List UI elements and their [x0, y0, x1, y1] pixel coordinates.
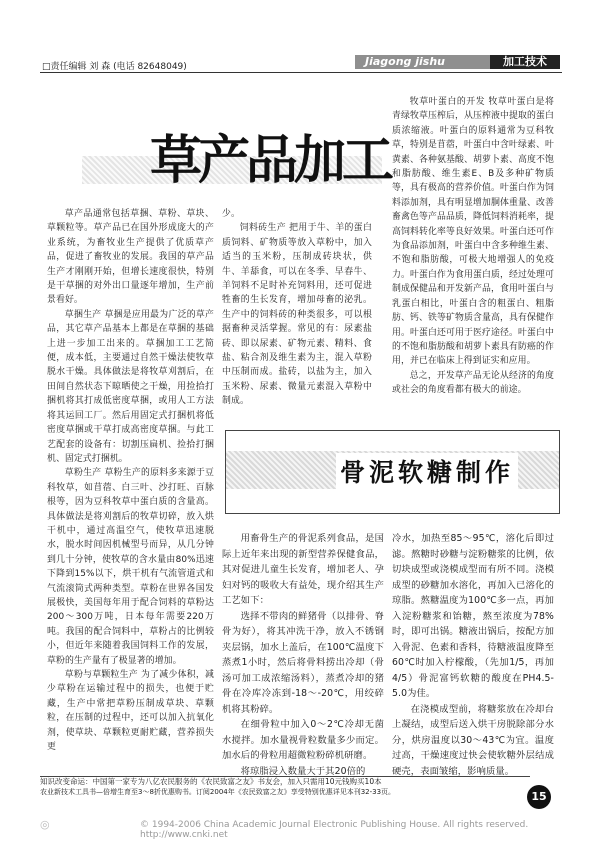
copyright-line: © 1994-2006 China Academic Journal Electronic Publishing House. All rights reserved. http://www.cnki.net: [140, 820, 529, 840]
header-section: [355, 55, 560, 69]
column-3: [392, 95, 554, 398]
paragraph: 少。: [222, 209, 240, 219]
paragraph: 选择不带肉的鲜猪骨（以排骨、脊骨为好），将其冲洗干净，放入不锈钢夹层锅，加水上盖后，在100℃温度下蒸煮1小时，然后将骨料捞出冷却（骨汤可加工成浓缩汤料），蒸煮冷却的猪骨在冷库冷冻到-18～-20℃，用绞碎机将其粉碎。: [222, 610, 384, 715]
footer-line-2: 农业新技术工具书—倍增生育至3～8折优惠购书。订阅2004年《农民致富之友》享受特别优惠详见本刊32-33页。: [40, 788, 396, 796]
second-article-heading-frame: [225, 430, 560, 514]
second-article-title: 骨泥软糖制作: [336, 453, 518, 489]
paragraph: 用畜骨生产的骨泥系列食品，是国际上近年来出现的新型营养保健食品，其对促进儿童生长发育，增加老人、孕妇对钙的吸收大有益处，现介绍其生产工艺如下：: [222, 533, 384, 606]
paragraph: 在浇模成型前，将糖浆放在冷却台上凝结，成型后送入烘干房脱除部分水分，烘房温度以30～43℃为宜。温度过高，干燥速度过快会使软糖外层结成硬壳，表面皱缩，影响质量。: [392, 703, 554, 777]
header-italic-label: Jiagong jishu: [365, 55, 446, 68]
header-rule: [40, 72, 562, 73]
paragraph: 在细骨粒中加入0～2℃冷却无菌水搅拌。加水量视骨粒数量多少而定。加水后的骨粒用超微粒粉碎机研磨。: [222, 719, 384, 761]
paragraph: 冷水，加热至85～95℃，溶化后即过滤。熬糖时砂糖与淀粉糖浆的比例，依切块成型或浇模成型而有所不同。浇模成型的砂糖加水溶化，再加入已溶化的琼脂。熬糖温度为100℃多一点，再加入淀粉糖浆和饴糖，熬至浓度为78%时，即可出锅。糖液出锅后，按配方加入骨泥、色素和香料，待糖液温度降至60℃时加入柠檬酸，（先加1/5，再加4/5）骨泥富钙软糖的酸度在PH4.5-5.0为佳。: [392, 533, 554, 699]
footer-line-1: 知识改变命运：中国第一家专为八亿农民服务的《农民致富之友》书友会，加入只需用10元钱购买10本: [40, 777, 382, 786]
paragraph: 饲料砖生产 把用于牛、羊的蛋白质饲料、矿物质等放入草粉中，加入适当的玉米粉，压制成砖块状，供牛、羊舔食，可以在冬季、早春牛、羊饲料不足时补充饲料用，还可促进牲畜的生长发育，增加母畜的泌乳。生产中的饲料砖的种类很多，可以根据畜种灵活掌握。常见的有：尿素盐砖、即以尿素、矿物元素、精料、食盐、粘合剂及维生素为主，混入草粉中压制而成。盐砖，以盐为主，加入玉米粉、尿素、微量元素混入草粉中制成。: [222, 223, 372, 407]
paragraph: 牧草叶蛋白的开发 牧草叶蛋白是将青绿牧草压榨后，从压榨液中提取的蛋白质浓缩液。叶蛋白的原料通常为豆科牧草，特别是苜蓿，叶蛋白中含叶绿素、叶黄素、各种氨基酸、胡萝卜素、高度不饱和脂肪酸、维生素E、B及多种矿物质等，具有极高的营养价值。叶蛋白作为饲料添加剂，具有明显增加胴体重量、改善畜禽色等产品品质，降低饲料消耗率，提高饲料转化率等良好效果。叶蛋白还可作为食品添加剂，叶蛋白中含多种维生素、不饱和脂肪酸，可极大地增强人的免疫力。叶蛋白作为食用蛋白质，经过处理可制成保健品和开发新产品，食用叶蛋白与乳蛋白相比，叶蛋白含的粗蛋白、粗脂肪、钙、铁等矿物质含量高，具有保健作用。叶蛋白还可用于医疗途径。叶蛋白中的不饱和脂肪酸和胡萝卜素具有防癌的作用，并已在临床上得到证实和应用。: [392, 97, 554, 367]
page-number: 15: [527, 785, 551, 809]
paragraph: 草粉与草颗粒生产 为了减少体积，减少草粉在运输过程中的损失，也便于贮藏，生产中常把草粉压制成草块、草颗粒，在压制的过程中，还可以加入抗氧化剂，使草块、草颗粒更耐贮藏，营养损失更: [47, 670, 214, 753]
paragraph: 将琼脂浸入数量大于其20倍的: [240, 765, 366, 777]
footer-notice: [40, 776, 530, 805]
column-4: [222, 531, 384, 779]
column-2: [222, 207, 372, 409]
paragraph: 草粉生产 草粉生产的原料多来源于豆科牧草，如苜蓿、白三叶、沙打旺、百脉根等，因为豆科牧草中蛋白质的含量高。具体做法是将刈割后的牧草切碎，放入烘干机中，通过高温空气，使牧草迅速脱水，脱水时间因机械型号而异，从几分钟到几十分钟，使牧草的含水量由80%迅速下降到15%以下，烘干机有气流管道式和气流滚筒式两种类型。草粉在世界各国发展极快，美国每年用于配合饲料的草粉达200～300万吨，日本每年需要220万吨。我国的配合饲料中，草粉占的比例较小，但近年来随着我国饲料工作的发展，草粉的生产量有了极显著的增加。: [47, 468, 214, 666]
column-1: [47, 207, 214, 754]
column-5: [392, 531, 554, 779]
paragraph: 草捆生产 草捆是应用最为广泛的草产品，其它草产品基本上都是在草捆的基础上进一步加工出来的。草捆加工工艺简便，成本低，主要通过自然干燥法使牧草脱水干燥。具体做法是将牧草刈割后，在田间自然状态下晾晒使之干燥，用捡拾打捆机将其打成低密度草捆，或用人工方法将其运回工厂。然后用固定式打捆机将低密度草捆或干草打成高密度草捆。与此工艺配套的设备有：切割压扁机、捡拾打捆机、固定式打捆机。: [47, 309, 214, 464]
header-editor: □责任编辑 刘 森 (电话 82648049): [42, 62, 187, 72]
paragraph: 草产品通常包括草捆、草粉、草块、草颗粒等。草产品已在国外形成庞大的产业系统，为畜牧业生产提供了优质草产品，促进了畜牧业的发展。我国的草产品生产才刚刚开始，但增长速度很快，特别是干草捆的对外出口量逐年增加，生产前景看好。: [47, 209, 214, 306]
publisher-logo-icon: ◎: [40, 818, 50, 831]
header-section-label: 加工技术: [490, 55, 560, 69]
article-title-block: [82, 108, 412, 193]
paragraph: 总之，开发草产品无论从经济的角度或社会的角度看都有极大的前途。: [392, 370, 554, 396]
article-title: 草产品加工: [150, 130, 391, 191]
